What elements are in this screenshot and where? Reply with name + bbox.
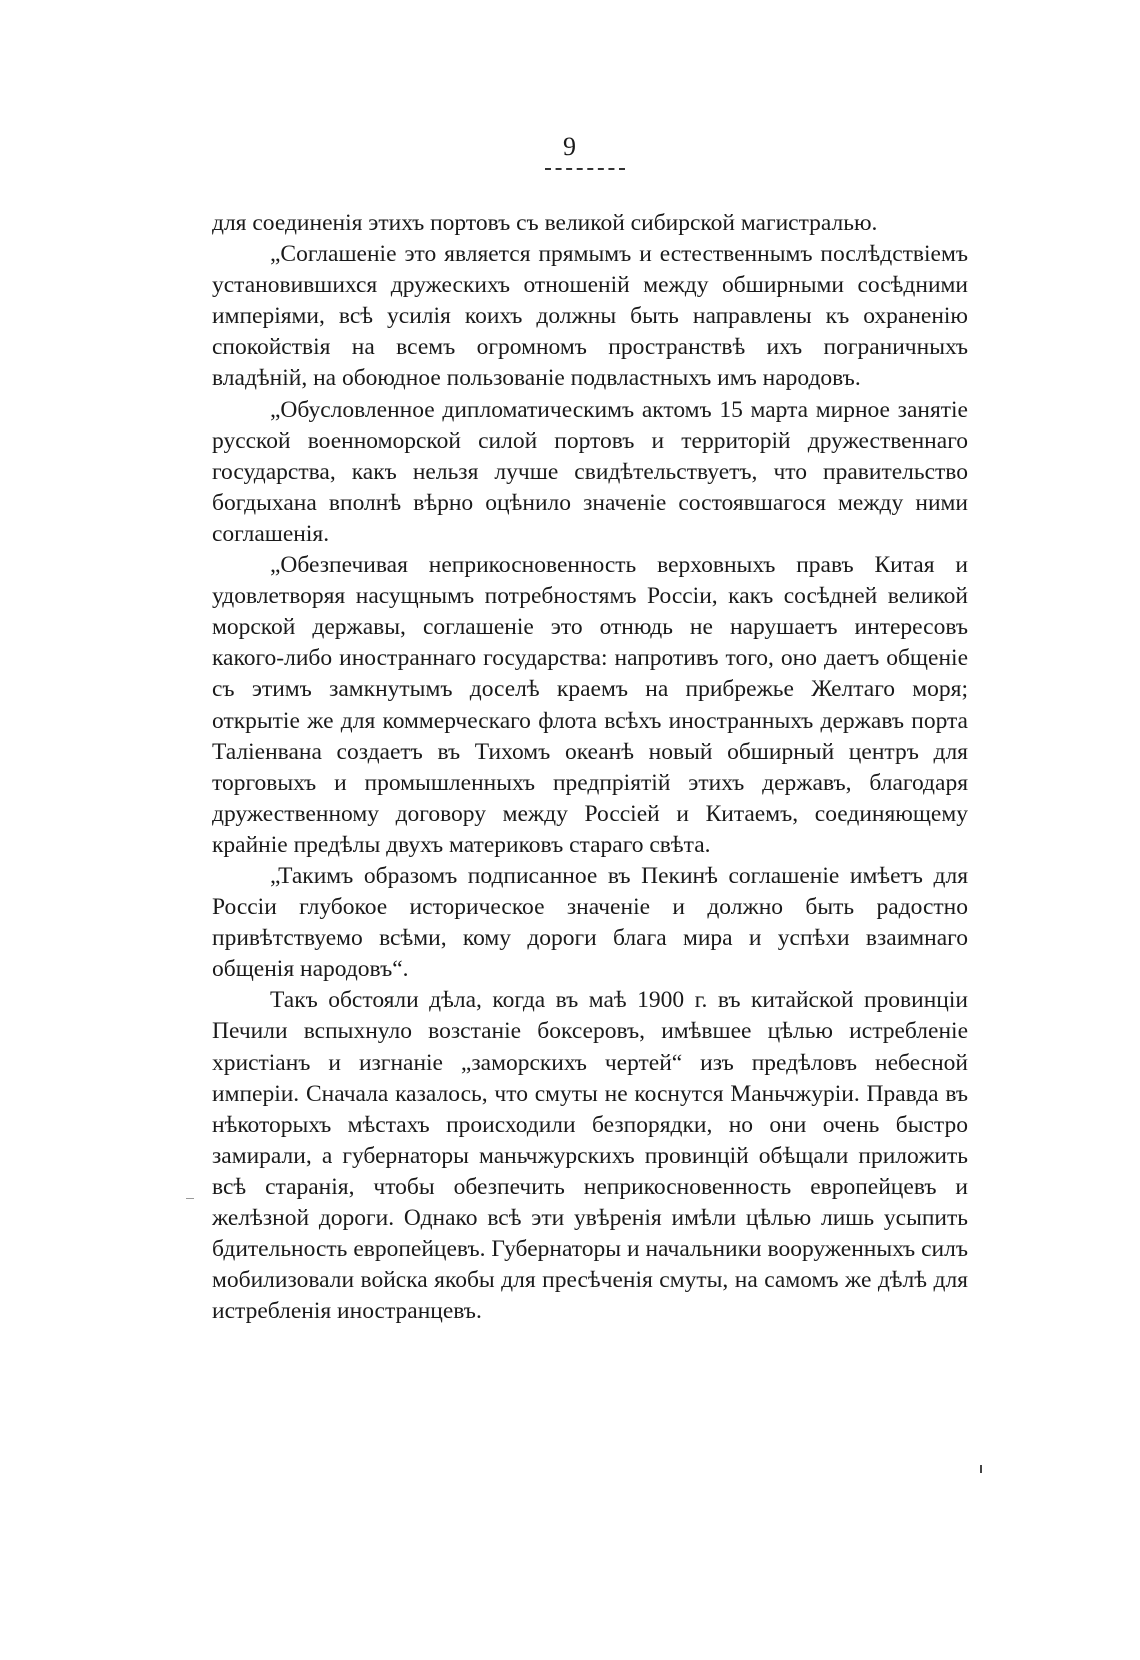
paragraph: „Такимъ образомъ подписанное въ Пекинѣ соглашеніе имѣетъ для Россіи глубокое историческое значеніе и должно быть радостно привѣтствуемо всѣми, кому дороги блага мира и успѣхи взаимнаго общенія народовъ“. [212, 862, 968, 983]
margin-mark [186, 1198, 194, 1199]
page-number-rule [545, 168, 625, 170]
body-text [212, 208, 968, 1327]
paragraph-continuation: для соединенія этихъ портовъ съ великой сибирской магистралью. [212, 210, 878, 236]
paragraph: „Соглашеніе это является прямымъ и естественнымъ послѣдствіемъ установившихся дружескихъ отношеній между обширными сосѣдними имперіями, всѣ усилія коихъ должны быть направлены къ охраненію спокойствія на всемъ огромномъ пространствѣ ихъ пограничныхъ владѣній, на обоюдное пользованіе подвластныхъ имъ народовъ. [212, 241, 968, 392]
paragraph: Такъ обстояли дѣла, когда въ маѣ 1900 г. въ китайской провинціи Печили вспыхнуло возстаніе боксеровъ, имѣвшее цѣлью истребленіе христіанъ и изгнаніе „заморскихъ чертей“ изъ предѣловъ небесной имперіи. Сначала казалось, что смуты не коснутся Маньчжуріи. Правда въ нѣкоторыхъ мѣстахъ происходили безпорядки, но они очень быстро замирали, а губернаторы маньчжурскихъ провинцій обѣщали приложить всѣ старанія, чтобы обезпечить неприкосновенность европейцевъ и желѣзной дороги. Однако всѣ эти увѣренія имѣли цѣлью лишь усыпить бдительность европейцевъ. Губернаторы и начальники вооруженныхъ силъ мобилизовали войска якобы для пресѣченія смуты, на самомъ же дѣлѣ для истребленія иностранцевъ. [212, 987, 968, 1325]
margin-mark [980, 1465, 982, 1473]
page-number: 9 [563, 132, 577, 161]
paragraph: „Обезпечивая неприкосновенность верховныхъ правъ Китая и удовлетворяя насущнымъ потребностямъ Россіи, какъ сосѣдней великой морской державы, соглашеніе это отнюдь не нарушаетъ интересовъ какого-либо иностраннаго государства: напротивъ того, оно даетъ общеніе съ этимъ замкнутымъ доселѣ краемъ на прибрежье Желтаго моря; открытіе же для коммерческаго флота всѣхъ иностранныхъ державъ порта Таліенвана создаетъ въ Тихомъ океанѣ новый обширный центръ для торговыхъ и промышленныхъ предпріятій этихъ державъ, благодаря дружественному договору между Россіей и Китаемъ, соединяющему крайніе предѣлы двухъ материковъ стараго свѣта. [212, 552, 968, 858]
paragraph: „Обусловленное дипломатическимъ актомъ 15 марта мирное занятіе русской военноморской силой портовъ и территорій дружественнаго государства, какъ нельзя лучше свидѣтельствуетъ, что правительство богдыхана вполнѣ вѣрно оцѣнило значеніе состоявшагося между ними соглашенія. [212, 396, 968, 547]
